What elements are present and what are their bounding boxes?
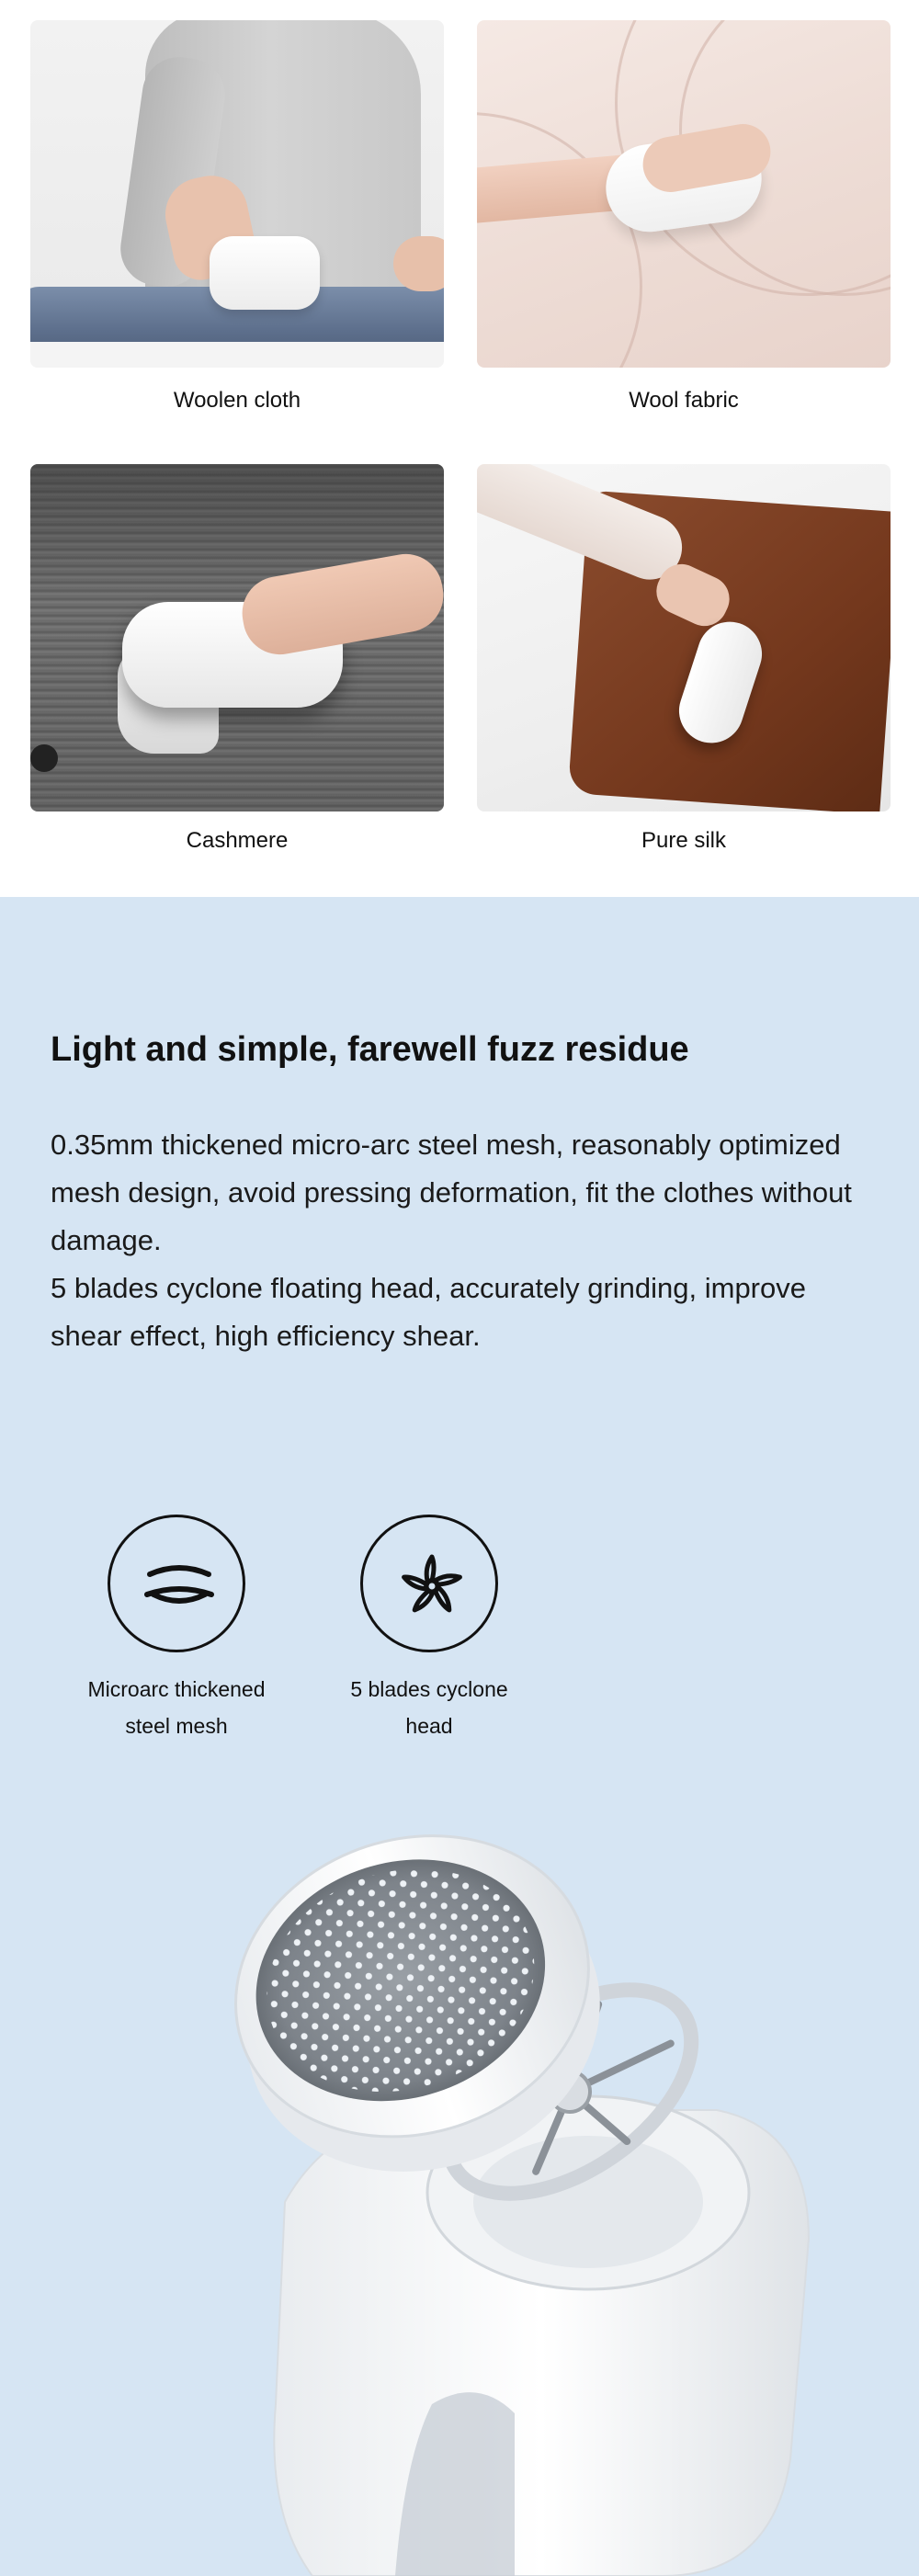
feature-badge-mesh: [85, 1515, 268, 1744]
cashmere-photo: [30, 464, 444, 811]
fabric-tile-pure-silk: [477, 464, 891, 853]
wool-fabric-photo: [477, 20, 891, 368]
fabric-caption: Woolen cloth: [173, 388, 301, 413]
fabric-tile-cashmere: [30, 464, 444, 853]
pure-silk-photo: [477, 464, 891, 811]
feature-section: [0, 897, 919, 2576]
feature-paragraph-mesh: 0.35mm thickened micro-arc steel mesh, reasonably optimized mesh design, avoid pressing deformation, fit the clothes without damage.: [51, 1129, 852, 1256]
fabric-tile-wool-fabric: [477, 20, 891, 413]
feature-description: [51, 1121, 882, 1360]
badge-label: 5 blades cyclone head: [350, 1677, 508, 1738]
woolen-cloth-photo: [30, 20, 444, 368]
steel-mesh-icon: [108, 1515, 245, 1652]
feature-paragraph-blades: 5 blades cyclone floating head, accurately grinding, improve shear effect, high efficiency shear.: [51, 1272, 806, 1352]
fabric-grid: [0, 0, 919, 897]
fabric-caption: Pure silk: [641, 828, 727, 853]
badge-label: Microarc thickened steel mesh: [87, 1677, 266, 1738]
feature-title: Light and simple, farewell fuzz residue: [51, 1030, 689, 1069]
fabric-tile-woolen-cloth: [30, 20, 444, 413]
feature-badge-blades: [337, 1515, 521, 1744]
fabric-caption: Cashmere: [186, 828, 289, 853]
fabric-caption: Wool fabric: [629, 388, 739, 413]
cyclone-blade-icon: [360, 1515, 498, 1652]
